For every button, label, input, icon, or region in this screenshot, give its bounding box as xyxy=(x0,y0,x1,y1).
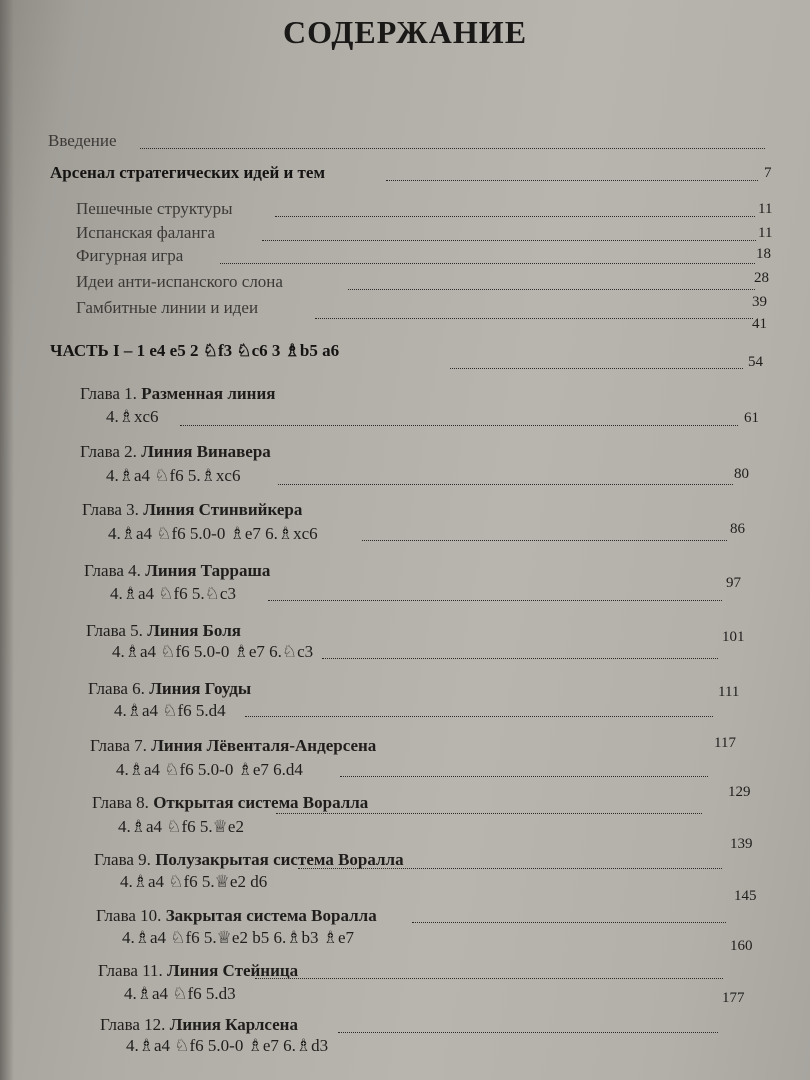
chapter-moves: 4.♗a4 ♘f6 5.♕e2 xyxy=(118,817,244,836)
toc-subitem: Фигурная игра xyxy=(76,246,184,265)
chapter-moves: 4.♗a4 ♘f6 5.d4 xyxy=(114,701,226,720)
page-number: 160 xyxy=(730,938,753,954)
chapter-name: Линия Стейница xyxy=(167,961,299,980)
page-number: 86 xyxy=(730,521,745,537)
dot-leader xyxy=(450,368,743,369)
page-number: 11 xyxy=(758,225,773,241)
chapter-title xyxy=(88,679,251,699)
dot-leader xyxy=(340,776,708,777)
page-number: 61 xyxy=(744,410,759,426)
chapter-name: Линия Гоуды xyxy=(149,679,252,698)
chapter-prefix: Глава 3. xyxy=(82,500,139,519)
page-number: 101 xyxy=(722,629,745,645)
page-number: 41 xyxy=(752,316,767,332)
chapter-prefix: Глава 10. xyxy=(96,906,162,925)
page-title: СОДЕРЖАНИЕ xyxy=(282,14,528,50)
dot-leader xyxy=(245,716,713,717)
page-number: 97 xyxy=(726,575,741,591)
chapter-name: Линия Стинвийкера xyxy=(143,500,303,519)
dot-leader xyxy=(140,148,765,149)
chapter-title xyxy=(86,621,241,641)
dot-leader xyxy=(338,1032,718,1033)
toc-subitem: Гамбитные линии и идеи xyxy=(76,298,259,317)
chapter-name: Линия Винавера xyxy=(141,442,271,461)
chapter-name: Разменная линия xyxy=(141,384,276,403)
dot-leader xyxy=(275,216,755,217)
chapter-title xyxy=(92,793,368,813)
chapter-prefix: Глава 9. xyxy=(94,850,151,869)
page-number: 80 xyxy=(734,466,749,482)
chapter-name: Полузакрытая система Воралла xyxy=(155,850,404,869)
chapter-name: Линия Лёвенталя-Андерсена xyxy=(151,736,377,755)
dot-leader xyxy=(386,180,758,181)
dot-leader xyxy=(362,540,727,541)
chapter-moves: 4.♗a4 ♘f6 5.♕e2 b5 6.♗b3 ♗e7 xyxy=(122,928,354,947)
page-number: 139 xyxy=(730,836,753,852)
toc-section-arsenal: Арсенал стратегических идей и тем xyxy=(50,163,326,182)
dot-leader xyxy=(315,318,753,319)
page-number: 28 xyxy=(754,270,769,286)
dot-leader xyxy=(298,868,722,869)
page-number: 129 xyxy=(728,784,751,800)
chapter-title xyxy=(80,442,271,462)
page-number: 117 xyxy=(714,735,736,751)
page-number: 7 xyxy=(764,165,772,181)
chapter-moves: 4.♗a4 ♘f6 5.♕e2 d6 xyxy=(120,872,268,891)
dot-leader xyxy=(278,484,733,485)
chapter-title xyxy=(96,906,377,926)
chapter-moves: 4.♗a4 ♘f6 5.0-0 ♗e7 6.♗xc6 xyxy=(108,524,318,543)
dot-leader xyxy=(276,813,702,814)
chapter-prefix: Глава 11. xyxy=(98,961,163,980)
chapter-title xyxy=(80,384,275,404)
chapter-title xyxy=(100,1015,298,1035)
page-number: 18 xyxy=(756,246,771,262)
chapter-moves: 4.♗a4 ♘f6 5.0-0 ♗e7 6.d4 xyxy=(116,760,303,779)
chapter-title xyxy=(90,736,376,756)
chapter-prefix: Глава 2. xyxy=(80,442,137,461)
chapter-prefix: Глава 12. xyxy=(100,1015,166,1034)
dot-leader xyxy=(348,289,755,290)
chapter-title xyxy=(82,500,302,520)
toc-intro: Введение xyxy=(48,131,117,150)
dot-leader xyxy=(220,263,755,264)
chapter-prefix: Глава 5. xyxy=(86,621,143,640)
page-number: 54 xyxy=(748,354,763,370)
chapter-title xyxy=(84,561,270,581)
chapter-moves: 4.♗a4 ♘f6 5.d3 xyxy=(124,984,236,1003)
chapter-name: Линия Боля xyxy=(147,621,241,640)
dot-leader xyxy=(180,425,738,426)
page-number: 39 xyxy=(752,294,767,310)
chapter-moves: 4.♗a4 ♘f6 5.♗xc6 xyxy=(106,466,241,485)
page-edge-shadow xyxy=(0,0,14,1080)
chapter-moves: 4.♗a4 ♘f6 5.0-0 ♗e7 6.♗d3 xyxy=(126,1036,329,1055)
dot-leader xyxy=(268,600,722,601)
chapter-prefix: Глава 4. xyxy=(84,561,141,580)
page-number: 145 xyxy=(734,888,757,904)
toc-subitem: Идеи анти-испанского слона xyxy=(76,272,283,291)
dot-leader xyxy=(412,922,726,923)
toc-part-heading: ЧАСТЬ I – 1 e4 e5 2 ♘f3 ♘c6 3 ♗b5 a6 xyxy=(50,341,340,360)
chapter-prefix: Глава 8. xyxy=(92,793,149,812)
chapter-title xyxy=(94,850,404,870)
dot-leader xyxy=(262,240,756,241)
chapter-name: Линия Тарраша xyxy=(145,561,271,580)
chapter-name: Линия Карлсена xyxy=(169,1015,298,1034)
chapter-moves: 4.♗a4 ♘f6 5.♘c3 xyxy=(110,584,236,603)
toc-subitem: Пешечные структуры xyxy=(76,199,233,218)
page-number: 111 xyxy=(718,684,740,700)
chapter-moves: 4.♗xc6 xyxy=(106,407,159,426)
page-number: 11 xyxy=(758,201,773,217)
chapter-prefix: Глава 6. xyxy=(88,679,145,698)
chapter-name: Закрытая система Воралла xyxy=(165,906,377,925)
chapter-prefix: Глава 1. xyxy=(80,384,137,403)
chapter-name: Открытая система Воралла xyxy=(153,793,369,812)
dot-leader xyxy=(322,658,718,659)
dot-leader xyxy=(255,978,723,979)
chapter-moves: 4.♗a4 ♘f6 5.0-0 ♗e7 6.♘c3 xyxy=(112,642,314,661)
page-number: 177 xyxy=(722,990,745,1006)
toc-subitem: Испанская фаланга xyxy=(76,223,216,242)
chapter-prefix: Глава 7. xyxy=(90,736,147,755)
